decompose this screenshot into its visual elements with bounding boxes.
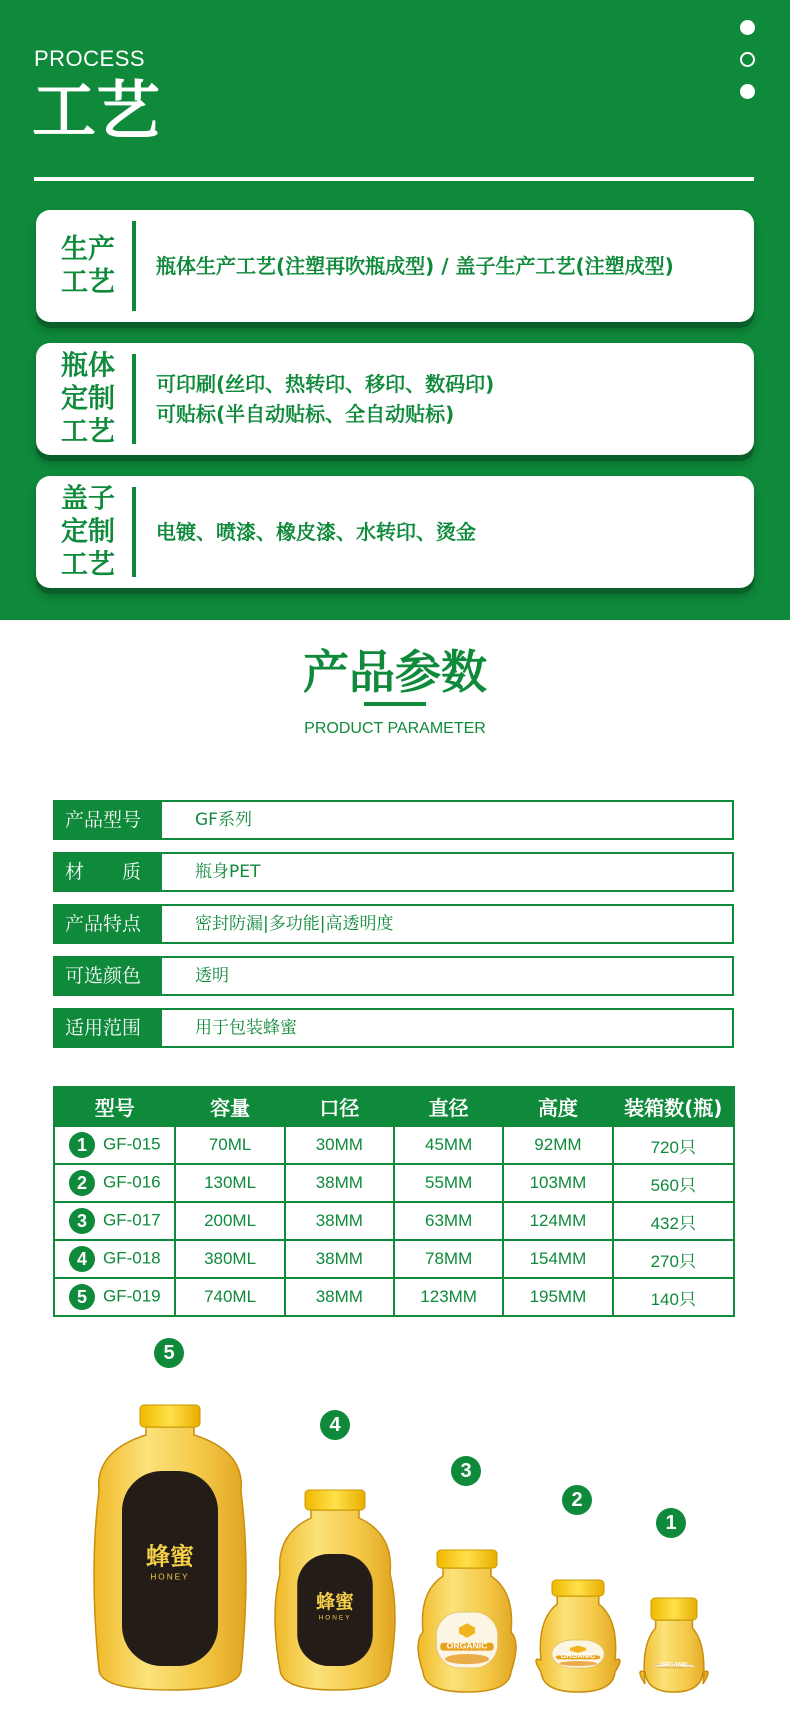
bottle-number-badge: 1 — [656, 1508, 686, 1538]
table-header: 高度 — [503, 1087, 612, 1126]
table-cell-diameter: 55MM — [394, 1164, 503, 1202]
table-cell-diameter: 123MM — [394, 1278, 503, 1316]
table-cell-height: 195MM — [503, 1278, 612, 1316]
spec-key: 材 质 — [55, 854, 162, 890]
spec-value: 透明 — [195, 966, 229, 986]
process-card-cap-custom — [36, 476, 754, 588]
bottle-body — [640, 1620, 708, 1692]
process-cn-title: 工艺 — [32, 75, 160, 149]
table-cell-height: 92MM — [503, 1126, 612, 1164]
card-line: 瓶体生产工艺(注塑再吹瓶成型) / 盖子生产工艺(注塑成型) — [156, 254, 674, 278]
table-header: 直径 — [394, 1087, 503, 1126]
model-cell — [54, 1202, 175, 1240]
process-divider — [34, 177, 754, 181]
table-cell-mouth: 38MM — [285, 1240, 394, 1278]
card-label: 生产 工艺 — [61, 234, 115, 298]
model-cell — [54, 1126, 175, 1164]
table-header: 型号 — [54, 1087, 175, 1126]
bottle-cap — [651, 1598, 697, 1620]
number-badge: 2 — [69, 1170, 95, 1196]
spec-key: 产品型号 — [55, 802, 162, 838]
spec-row — [53, 1008, 734, 1048]
dot-icon — [740, 20, 755, 35]
spec-row — [53, 956, 734, 996]
table-cell-diameter: 78MM — [394, 1240, 503, 1278]
table-header-row — [54, 1087, 734, 1126]
bottle-number-badge: 3 — [451, 1456, 481, 1486]
table-row — [54, 1126, 734, 1164]
card-bar — [132, 487, 136, 577]
model-code: GF-018 — [103, 1248, 161, 1268]
table-cell-capacity: 70ML — [175, 1126, 284, 1164]
card-label: 盖子 定制 工艺 — [61, 483, 115, 581]
table-cell-mouth: 38MM — [285, 1202, 394, 1240]
ring-dot-icon — [740, 52, 755, 67]
table-header: 装箱数(瓶) — [613, 1087, 734, 1126]
card-line: 电镀、喷漆、橡皮漆、水转印、烫金 — [156, 520, 476, 544]
table-header: 容量 — [175, 1087, 284, 1126]
bottle-cap — [552, 1580, 604, 1596]
bottle-cap — [140, 1405, 200, 1427]
number-badge: 3 — [69, 1208, 95, 1234]
spec-row — [53, 800, 734, 840]
model-code: GF-017 — [103, 1210, 161, 1230]
process-en-title: PROCESS — [34, 46, 146, 71]
table-cell-mouth: 38MM — [285, 1278, 394, 1316]
bottle-number-badge: 2 — [562, 1485, 592, 1515]
spec-value: GF系列 — [195, 810, 252, 830]
number-badge: 5 — [69, 1284, 95, 1310]
bottle-cap — [305, 1490, 365, 1510]
card-line: 可印刷(丝印、热转印、移印、数码印) — [156, 372, 495, 396]
table-cell-diameter: 63MM — [394, 1202, 503, 1240]
table-cell-box: 720只 — [613, 1126, 734, 1164]
bottle-number-badge: 5 — [154, 1338, 184, 1368]
table-cell-box: 270只 — [613, 1240, 734, 1278]
table-row — [54, 1202, 734, 1240]
decorative-dots — [740, 20, 756, 116]
parameter-underline — [364, 702, 426, 706]
process-section — [0, 0, 790, 620]
card-line: 可贴标(半自动贴标、全自动贴标) — [156, 402, 455, 426]
honey-pot-icon — [559, 1661, 597, 1666]
honey-pot-icon — [445, 1654, 489, 1664]
model-code: GF-019 — [103, 1286, 161, 1306]
table-cell-height: 124MM — [503, 1202, 612, 1240]
table-cell-height: 103MM — [503, 1164, 612, 1202]
table-cell-diameter: 45MM — [394, 1126, 503, 1164]
process-card-bottle-custom — [36, 343, 754, 455]
table-cell-box: 432只 — [613, 1202, 734, 1240]
card-text — [156, 369, 494, 429]
table-cell-box: 140只 — [613, 1278, 734, 1316]
table-row — [54, 1164, 734, 1202]
table-row — [54, 1278, 734, 1316]
number-badge: 4 — [69, 1246, 95, 1272]
dot-icon — [740, 84, 755, 99]
label-text: ORGANIC — [560, 1651, 596, 1661]
table-cell-mouth: 30MM — [285, 1126, 394, 1164]
spec-row — [53, 904, 734, 944]
card-bar — [132, 354, 136, 444]
table-cell-capacity: 380ML — [175, 1240, 284, 1278]
model-code: GF-015 — [103, 1134, 161, 1154]
table-row — [54, 1240, 734, 1278]
model-cell — [54, 1240, 175, 1278]
spec-key: 适用范围 — [55, 1010, 162, 1046]
table-cell-mouth: 38MM — [285, 1164, 394, 1202]
table-cell-capacity: 130ML — [175, 1164, 284, 1202]
spec-value: 密封防漏|多功能|高透明度 — [195, 914, 394, 934]
label-text: HONEY — [318, 1614, 352, 1622]
spec-key: 可选颜色 — [55, 958, 162, 994]
label-text: ORGANIC — [446, 1640, 488, 1651]
card-label: 瓶体 定制 工艺 — [61, 350, 115, 448]
label-text: ORGANIC — [659, 1662, 689, 1669]
table-cell-capacity: 740ML — [175, 1278, 284, 1316]
process-card-production — [36, 210, 754, 322]
parameter-title: 产品参数 — [303, 645, 487, 699]
spec-table — [53, 1086, 735, 1317]
honey-pot-icon — [659, 1667, 689, 1668]
parameter-en-title: PRODUCT PARAMETER — [304, 720, 486, 737]
table-cell-height: 154MM — [503, 1240, 612, 1278]
model-cell — [54, 1278, 175, 1316]
spec-key: 产品特点 — [55, 906, 162, 942]
bottle-cap — [437, 1550, 497, 1568]
model-cell — [54, 1164, 175, 1202]
label-text: 蜂蜜 — [146, 1542, 194, 1571]
card-bar — [132, 221, 136, 311]
table-cell-box: 560只 — [613, 1164, 734, 1202]
table-cell-capacity: 200ML — [175, 1202, 284, 1240]
card-text — [156, 517, 476, 547]
table-header: 口径 — [285, 1087, 394, 1126]
number-badge: 1 — [69, 1132, 95, 1158]
card-text — [156, 251, 674, 281]
label-text: 蜂蜜 — [316, 1590, 354, 1613]
bottle-number-badge: 4 — [320, 1410, 350, 1440]
spec-value: 瓶身PET — [195, 862, 261, 882]
label-text: HONEY — [150, 1572, 190, 1582]
model-code: GF-016 — [103, 1172, 161, 1192]
spec-value: 用于包装蜂蜜 — [195, 1018, 297, 1038]
spec-row — [53, 852, 734, 892]
